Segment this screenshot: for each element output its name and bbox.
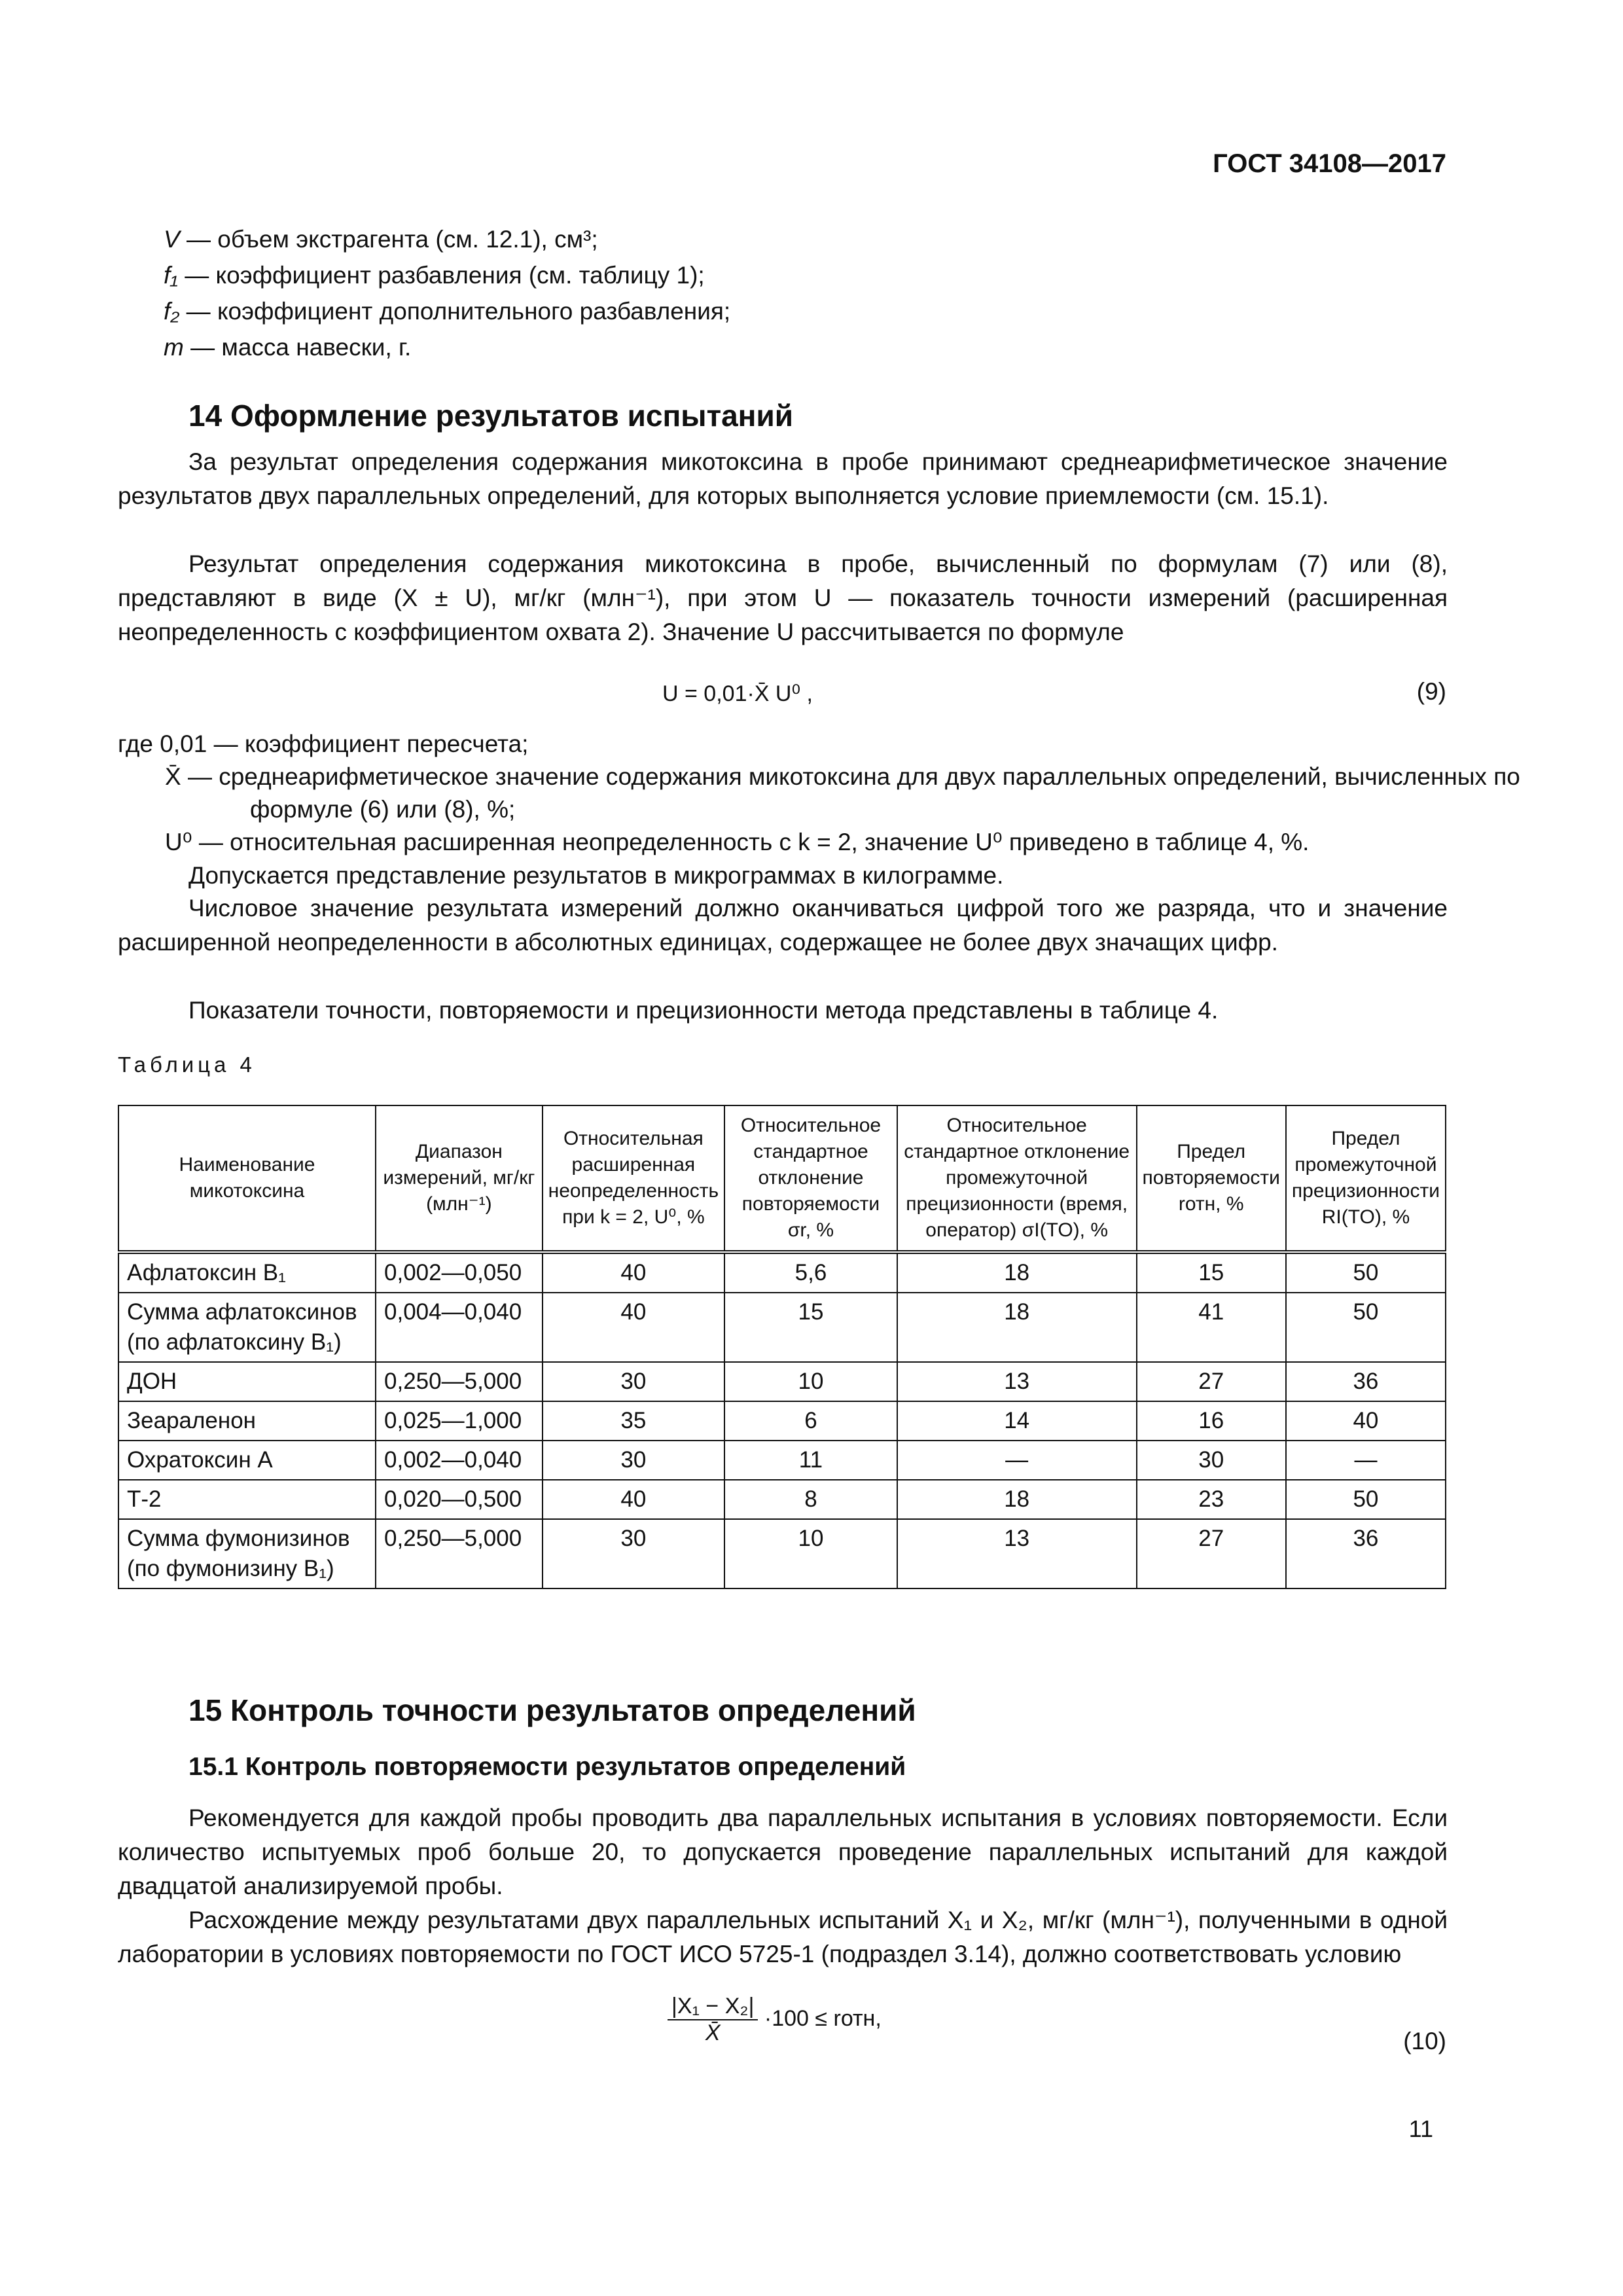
section-15-title: 15 Контроль точности результатов определений	[188, 1693, 916, 1727]
header-intermediate-precision-deviation: Относительное стандартное отклонение промежуточной прецизионности (время, оператор) σI(TO), %	[897, 1105, 1137, 1252]
table-cell: —	[1286, 1441, 1446, 1480]
where-u0: U⁰ — относительная расширенная неопределенность с k = 2, значение U⁰ приведено в таблице 4, %.	[165, 829, 1310, 855]
table-cell: 36	[1286, 1519, 1446, 1588]
table-cell: 0,020—0,500	[376, 1480, 543, 1519]
section-14-paragraph-4: Числовое значение результата измерений должно оканчиваться цифрой того же разряда, что и значение расширенной неопределенности в абсолютных единицах, содержащее не более двух значащих цифр.	[118, 895, 1448, 956]
table-cell: ДОН	[118, 1362, 376, 1401]
table-cell: 40	[543, 1480, 724, 1519]
table-cell: 40	[543, 1252, 724, 1293]
section-15-paragraph-1: Рекомендуется для каждой пробы проводить два параллельных испытания в условиях повторяемости. Если количество испытуемых проб больше 20, то допускается проведение параллельных испытаний для каждой двадцатой анализируемой пробы.	[118, 1804, 1448, 1899]
table-cell: 13	[897, 1519, 1137, 1588]
variable-item: f₂ — коэффициент дополнительного разбавления;	[164, 298, 731, 325]
formula-10-fraction	[668, 1994, 758, 2046]
header-measurement-range: Диапазон измерений, мг/кг (млн⁻¹)	[376, 1105, 543, 1252]
table-cell: 0,004—0,040	[376, 1293, 543, 1362]
table-cell: 10	[724, 1362, 897, 1401]
formula-10-rest: ·100 ≤ rотн,	[764, 2005, 882, 2031]
table-cell: Афлатоксин B₁	[118, 1252, 376, 1293]
table-cell: 5,6	[724, 1252, 897, 1293]
page-number: 11	[1408, 2115, 1433, 2142]
formula-10	[668, 1994, 882, 2046]
table-4	[118, 1105, 1446, 1589]
table-cell: 30	[543, 1441, 724, 1480]
header-expanded-uncertainty: Относительная расширенная неопределенность при k = 2, U⁰, %	[543, 1105, 724, 1252]
table-row	[118, 1293, 1446, 1362]
table-cell: 30	[543, 1519, 724, 1588]
table-row	[118, 1362, 1446, 1401]
table-cell: 23	[1137, 1480, 1286, 1519]
table-cell: 6	[724, 1401, 897, 1441]
table-cell: 30	[1137, 1441, 1286, 1480]
table-cell: 50	[1286, 1252, 1446, 1293]
table-cell: 50	[1286, 1293, 1446, 1362]
table-row	[118, 1441, 1446, 1480]
table-cell: 13	[897, 1362, 1137, 1401]
table-cell: 18	[897, 1252, 1137, 1293]
table-cell: Сумма афлатоксинов (по афлатоксину B₁)	[118, 1293, 376, 1362]
table-cell: 0,002—0,050	[376, 1252, 543, 1293]
table-row	[118, 1252, 1446, 1293]
formula-9: U = 0,01·X̄ U⁰ ,	[662, 681, 813, 706]
table-row	[118, 1480, 1446, 1519]
table-cell: 41	[1137, 1293, 1286, 1362]
table-row	[118, 1519, 1446, 1588]
formula-10-numerator: |X₁ − X₂|	[668, 1994, 758, 2020]
subsection-15-1-title: 15.1 Контроль повторяемости результатов определений	[188, 1753, 906, 1781]
table-cell: 15	[1137, 1252, 1286, 1293]
section-14-paragraph-1: За результат определения содержания микотоксина в пробе принимают среднеарифметическое значение результатов двух параллельных определений, для которых выполняется условие приемлемости (см. 15.1).	[118, 448, 1448, 509]
table-cell: 16	[1137, 1401, 1286, 1441]
table-cell: 0,250—5,000	[376, 1362, 543, 1401]
table-cell: 15	[724, 1293, 897, 1362]
variable-item: V — объем экстрагента (см. 12.1), см³;	[164, 226, 598, 253]
equation-number-10: (10)	[1403, 2028, 1446, 2054]
table-cell: 14	[897, 1401, 1137, 1441]
table-cell: Охратоксин А	[118, 1441, 376, 1480]
variable-list	[164, 221, 730, 365]
table-cell: 0,025—1,000	[376, 1401, 543, 1441]
where-lead: где 0,01 — коэффициент пересчета;	[118, 730, 529, 757]
equation-number-9: (9)	[1416, 678, 1446, 705]
header-repeatability-limit: Предел повторяемости rотн, %	[1137, 1105, 1286, 1252]
table-cell: 36	[1286, 1362, 1446, 1401]
table-cell: 30	[543, 1362, 724, 1401]
table-cell: 50	[1286, 1480, 1446, 1519]
table-cell: 8	[724, 1480, 897, 1519]
formula-10-denominator: X̄	[705, 2020, 721, 2045]
header-mycotoxin-name: Наименование микотоксина	[118, 1105, 376, 1252]
section-14-paragraph-2: Результат определения содержания микотоксина в пробе, вычисленный по формулам (7) или (8), представляют в виде (X ± U), мг/кг (млн⁻¹), при этом U — показатель точности измерений (расширенная неопределенность с коэффициентом охвата 2). Значение U рассчитывается по формуле	[118, 550, 1448, 645]
table-cell: 40	[1286, 1401, 1446, 1441]
table-row	[118, 1401, 1446, 1441]
section-14-title: 14 Оформление результатов испытаний	[188, 399, 794, 433]
table-cell: 18	[897, 1480, 1137, 1519]
table-cell: —	[897, 1441, 1137, 1480]
table-cell: Т-2	[118, 1480, 376, 1519]
table-cell: Сумма фумонизинов (по фумонизину B₁)	[118, 1519, 376, 1588]
section-14-paragraph-3: Допускается представление результатов в микрограммах в килограмме.	[188, 862, 1004, 889]
table-cell: 18	[897, 1293, 1137, 1362]
table-cell: 10	[724, 1519, 897, 1588]
header-repeatability-deviation: Относительное стандартное отклонение повторяемости σr, %	[724, 1105, 897, 1252]
table-cell: 35	[543, 1401, 724, 1441]
table-cell: 11	[724, 1441, 897, 1480]
section-14-paragraph-5: Показатели точности, повторяемости и прецизионности метода представлены в таблице 4.	[188, 997, 1219, 1024]
where-mean-x: X̄ — среднеарифметическое значение содержания микотоксина для двух параллельных определений, вычисленных по формуле (6) или (8), %;	[165, 763, 1520, 823]
table-header-row	[118, 1105, 1446, 1252]
table-cell: Зеараленон	[118, 1401, 376, 1441]
variable-item: m — масса навески, г.	[164, 334, 412, 361]
variable-item: f₁ — коэффициент разбавления (см. таблицу 1);	[164, 262, 705, 289]
table-cell: 40	[543, 1293, 724, 1362]
table-cell: 0,002—0,040	[376, 1441, 543, 1480]
standard-code: ГОСТ 34108—2017	[1213, 149, 1446, 178]
table-cell: 0,250—5,000	[376, 1519, 543, 1588]
header-intermediate-precision-limit: Предел промежуточной прецизионности RI(TO), %	[1286, 1105, 1446, 1252]
table-cell: 27	[1137, 1519, 1286, 1588]
table-cell: 27	[1137, 1362, 1286, 1401]
table-4-caption: Таблица 4	[118, 1052, 256, 1077]
section-15-paragraph-2: Расхождение между результатами двух параллельных испытаний X₁ и X₂, мг/кг (млн⁻¹), полученными в одной лаборатории в условиях повторяемости по ГОСТ ИСО 5725-1 (подраздел 3.14), должно соответствовать условию	[118, 1907, 1448, 1967]
